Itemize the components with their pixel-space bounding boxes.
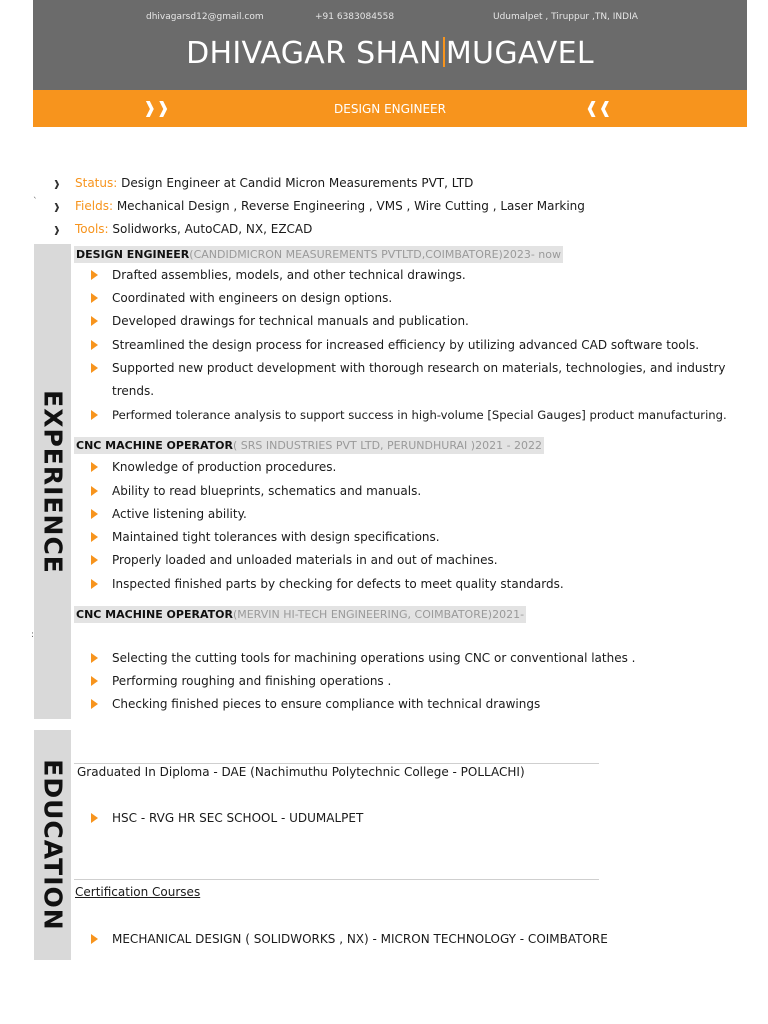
bullet-icon bbox=[91, 509, 98, 519]
bullet-icon bbox=[91, 653, 98, 663]
school-text: HSC - RVG HR SEC SCHOOL - UDUMALPET bbox=[112, 811, 364, 825]
bullet-icon: ❱ bbox=[53, 180, 61, 190]
list-item: Performed tolerance analysis to support success in high-volume [Special Gauges] product manufacturing. bbox=[112, 408, 727, 422]
bullet-icon: ❱ bbox=[53, 226, 61, 236]
experience-sidebar bbox=[34, 244, 71, 719]
email-text: dhivagarsd12@gmail.com bbox=[146, 12, 264, 22]
job-heading bbox=[74, 437, 544, 454]
bullet-icon bbox=[91, 555, 98, 565]
bullet-icon bbox=[91, 532, 98, 542]
bullet-icon bbox=[91, 676, 98, 686]
summary-value: Mechanical Design , Reverse Engineering , VMS , Wire Cutting , Laser Marking bbox=[113, 199, 585, 213]
list-item: Coordinated with engineers on design options. bbox=[112, 291, 393, 305]
list-item-continuation: trends. bbox=[112, 384, 155, 398]
bullet-icon bbox=[91, 410, 98, 420]
role-banner bbox=[33, 90, 747, 127]
job-title: CNC MACHINE OPERATOR bbox=[76, 608, 233, 621]
job-heading bbox=[74, 246, 563, 263]
job-detail: (MERVIN HI-TECH ENGINEERING, COIMBATORE)2021- bbox=[232, 608, 525, 621]
diploma-text: Graduated In Diploma - DAE (Nachimuthu Polytechnic College - POLLACHI) bbox=[77, 765, 525, 779]
stray-mark: : bbox=[31, 630, 35, 640]
text-cursor bbox=[443, 37, 445, 67]
list-item: Properly loaded and unloaded materials in and out of machines. bbox=[112, 553, 498, 567]
bullet-icon bbox=[91, 813, 98, 823]
name-part-1: DHIVAGAR SHAN bbox=[186, 36, 442, 71]
candidate-name bbox=[33, 36, 747, 71]
bullet-icon bbox=[91, 699, 98, 709]
phone-text: +91 6383084558 bbox=[315, 12, 395, 22]
summary-tools bbox=[75, 222, 312, 236]
list-item: Performing roughing and finishing operations . bbox=[112, 674, 392, 688]
bullet-icon bbox=[91, 316, 98, 326]
education-heading: EDUCATION bbox=[38, 759, 67, 931]
experience-heading: EXPERIENCE bbox=[38, 389, 67, 574]
job-detail: ( SRS INDUSTRIES PVT LTD, PERUNDHURAI )2021 - 2022 bbox=[232, 439, 543, 452]
bullet-icon bbox=[91, 934, 98, 944]
resume-header bbox=[33, 0, 747, 90]
job-heading bbox=[74, 606, 526, 623]
quote-open-icon: ❱❱ bbox=[143, 98, 170, 117]
bullet-icon bbox=[91, 340, 98, 350]
summary-value: Design Engineer at Candid Micron Measurements PVT, LTD bbox=[117, 176, 474, 190]
certification-text: MECHANICAL DESIGN ( SOLIDWORKS , NX) - MICRON TECHNOLOGY - COIMBATORE bbox=[112, 932, 608, 946]
list-item: Maintained tight tolerances with design specifications. bbox=[112, 530, 440, 544]
name-part-2: MUGAVEL bbox=[445, 36, 594, 71]
role-title: DESIGN ENGINEER bbox=[334, 102, 446, 116]
summary-fields bbox=[75, 199, 585, 213]
list-item: Supported new product development with thorough research on materials, technologies, and industry bbox=[112, 361, 726, 375]
list-item: Developed drawings for technical manuals and publication. bbox=[112, 314, 469, 328]
stray-mark: ` bbox=[33, 197, 38, 207]
list-item: Streamlined the design process for increased efficiency by utilizing advanced CAD software tools. bbox=[112, 338, 700, 352]
divider bbox=[74, 879, 599, 880]
list-item: Ability to read blueprints, schematics and manuals. bbox=[112, 484, 422, 498]
bullet-icon bbox=[91, 462, 98, 472]
list-item: Drafted assemblies, models, and other technical drawings. bbox=[112, 268, 466, 282]
summary-label: Status: bbox=[75, 176, 118, 190]
list-item: Inspected finished parts by checking for defects to meet quality standards. bbox=[112, 577, 564, 591]
bullet-icon bbox=[91, 363, 98, 373]
certification-heading: Certification Courses bbox=[75, 885, 201, 899]
bullet-icon bbox=[91, 486, 98, 496]
job-detail: (CANDIDMICRON MEASUREMENTS PVTLTD,COIMBATORE)2023- now bbox=[189, 248, 561, 261]
list-item: Checking finished pieces to ensure compliance with technical drawings bbox=[112, 697, 541, 711]
summary-label: Fields: bbox=[75, 199, 113, 213]
education-sidebar bbox=[34, 730, 71, 960]
bullet-icon bbox=[91, 270, 98, 280]
divider bbox=[74, 763, 599, 764]
job-title: DESIGN ENGINEER bbox=[76, 248, 190, 261]
list-item: Active listening ability. bbox=[112, 507, 247, 521]
summary-status bbox=[75, 176, 473, 190]
summary-value: Solidworks, AutoCAD, NX, EZCAD bbox=[108, 222, 313, 236]
bullet-icon bbox=[91, 579, 98, 589]
job-title: CNC MACHINE OPERATOR bbox=[76, 439, 233, 452]
quote-close-icon: ❰❰ bbox=[585, 98, 612, 117]
bullet-icon bbox=[91, 293, 98, 303]
list-item: Knowledge of production procedures. bbox=[112, 460, 337, 474]
bullet-icon: ❱ bbox=[53, 203, 61, 213]
list-item: Selecting the cutting tools for machining operations using CNC or conventional lathes . bbox=[112, 651, 636, 665]
summary-label: Tools: bbox=[75, 222, 109, 236]
location-text: Udumalpet , Tiruppur ,TN, INDIA bbox=[493, 12, 638, 22]
